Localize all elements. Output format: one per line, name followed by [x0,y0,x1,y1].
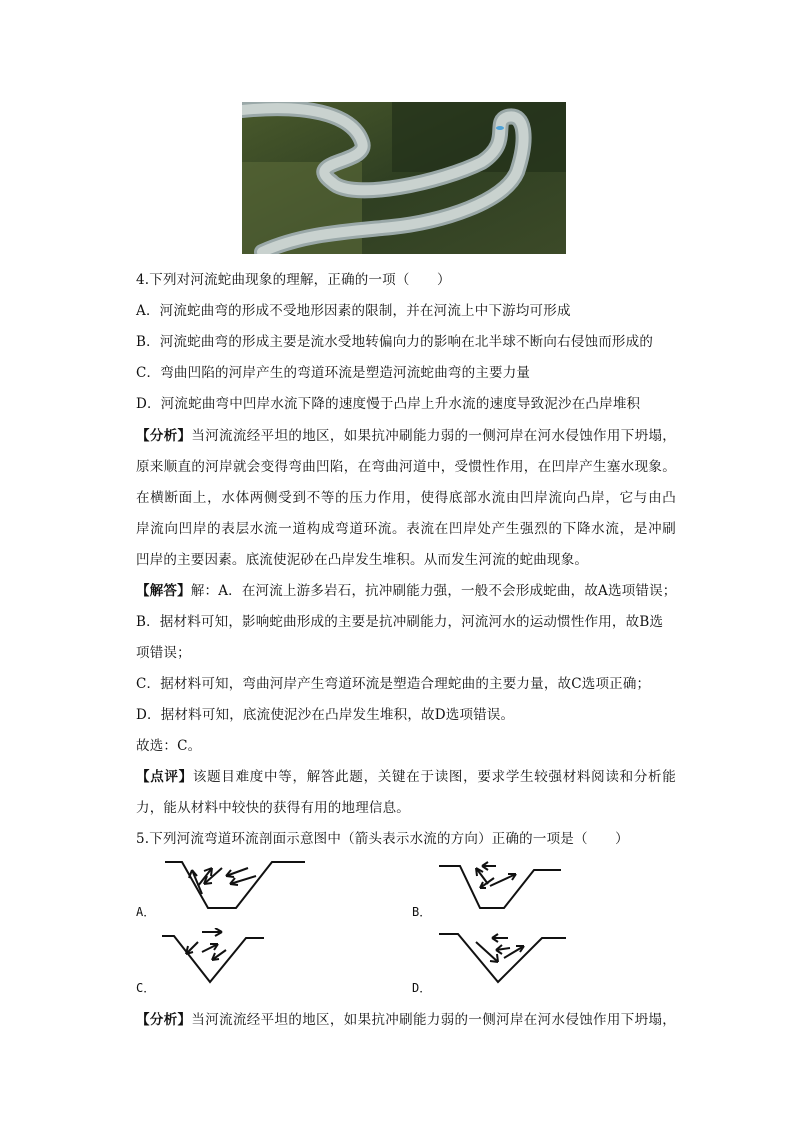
diagram-d [436,928,586,988]
analysis-tag: 【分析】 [136,428,192,444]
q4-option-b: B．河流蛇曲弯的形成主要是流水受地转偏向力的影响在北半球不断向右侵蚀而形成的 [136,334,654,350]
q4-analysis-line-3: 在横断面上，水体两侧受到不等的压力作用，使得底部水流由凹岸流向凸岸，它与由凸 [136,490,676,506]
q5-stem: 5.下列河流弯道环流剖面示意图中（箭头表示水流的方向）正确的一项是（ ） [136,831,629,847]
q4-answer-line-4: C．据材料可知，弯曲河岸产生弯道环流是塑造合理蛇曲的主要力量，故C选项正确； [136,676,651,692]
answer-tag: 【解答】 [136,583,191,599]
q4-analysis-line-4: 岸流向凹岸的表层水流一道构成弯道环流。表流在凹岸处产生强烈的下降水流，是冲刷 [136,521,676,537]
q4-comment-line-2: 力，能从材料中较快的获得有用的地理信息。 [136,800,410,816]
q4-answer-line-1: 【解答】解：A．在河流上游多岩石，抗冲刷能力强，一般不会形成蛇曲，故A选项错误； [136,583,677,599]
q4-analysis-line-1: 【分析】当河流流经平坦的地区，如果抗冲刷能力弱的一侧河岸在河水侵蚀作用下坍塌， [136,428,676,444]
q5-analysis-line-1: 【分析】当河流流经平坦的地区，如果抗冲刷能力弱的一侧河岸在河水侵蚀作用下坍塌， [136,1012,676,1028]
diagram-b [436,856,586,916]
diagram-c [160,928,310,988]
q4-option-c: C．弯曲凹陷的河岸产生的弯道环流是塑造河流蛇曲弯的主要力量 [136,365,531,381]
diagram-a-label: A． [136,905,156,919]
diagram-d-label: D． [412,981,432,995]
diagram-c-label: C． [136,981,156,995]
q4-analysis-line-5: 凹岸的主要因素。底流使泥砂在凸岸发生堆积。从而发生河流的蛇曲现象。 [136,552,589,568]
q4-answer-line-5: D．据材料可知，底流使泥沙在凸岸发生堆积，故D选项错误。 [136,707,515,723]
q4-comment-line-1: 【点评】该题目难度中等，解答此题，关键在于读图，要求学生较强材料阅读和分析能 [136,769,676,785]
q4-answer-line-2: B．据材料可知，影响蛇曲形成的主要是抗冲刷能力，河流河水的运动惯性作用，故B选 [136,614,664,630]
comment-tag: 【点评】 [136,769,193,785]
q4-option-d: D．河流蛇曲弯中凹岸水流下降的速度慢于凸岸上升水流的速度导致泥沙在凸岸堆积 [136,396,641,412]
diagram-b-label: B． [412,905,432,919]
q4-answer-final: 故选：C。 [136,738,202,754]
q5-analysis-tag: 【分析】 [136,1012,192,1028]
q4-option-a: A．河流蛇曲弯的形成不受地形因素的限制，并在河流上中下游均可形成 [136,303,571,319]
diagram-a [160,856,310,916]
q4-answer-line-3: 项错误； [136,645,191,661]
meander-photo [242,102,566,254]
q4-stem: 4.下列对河流蛇曲现象的理解，正确的一项（ ） [136,272,451,288]
q4-analysis-line-2: 原来顺直的河岸就会变得弯曲凹陷，在弯曲河道中，受惯性作用，在凹岸产生塞水现象。 [136,459,676,475]
